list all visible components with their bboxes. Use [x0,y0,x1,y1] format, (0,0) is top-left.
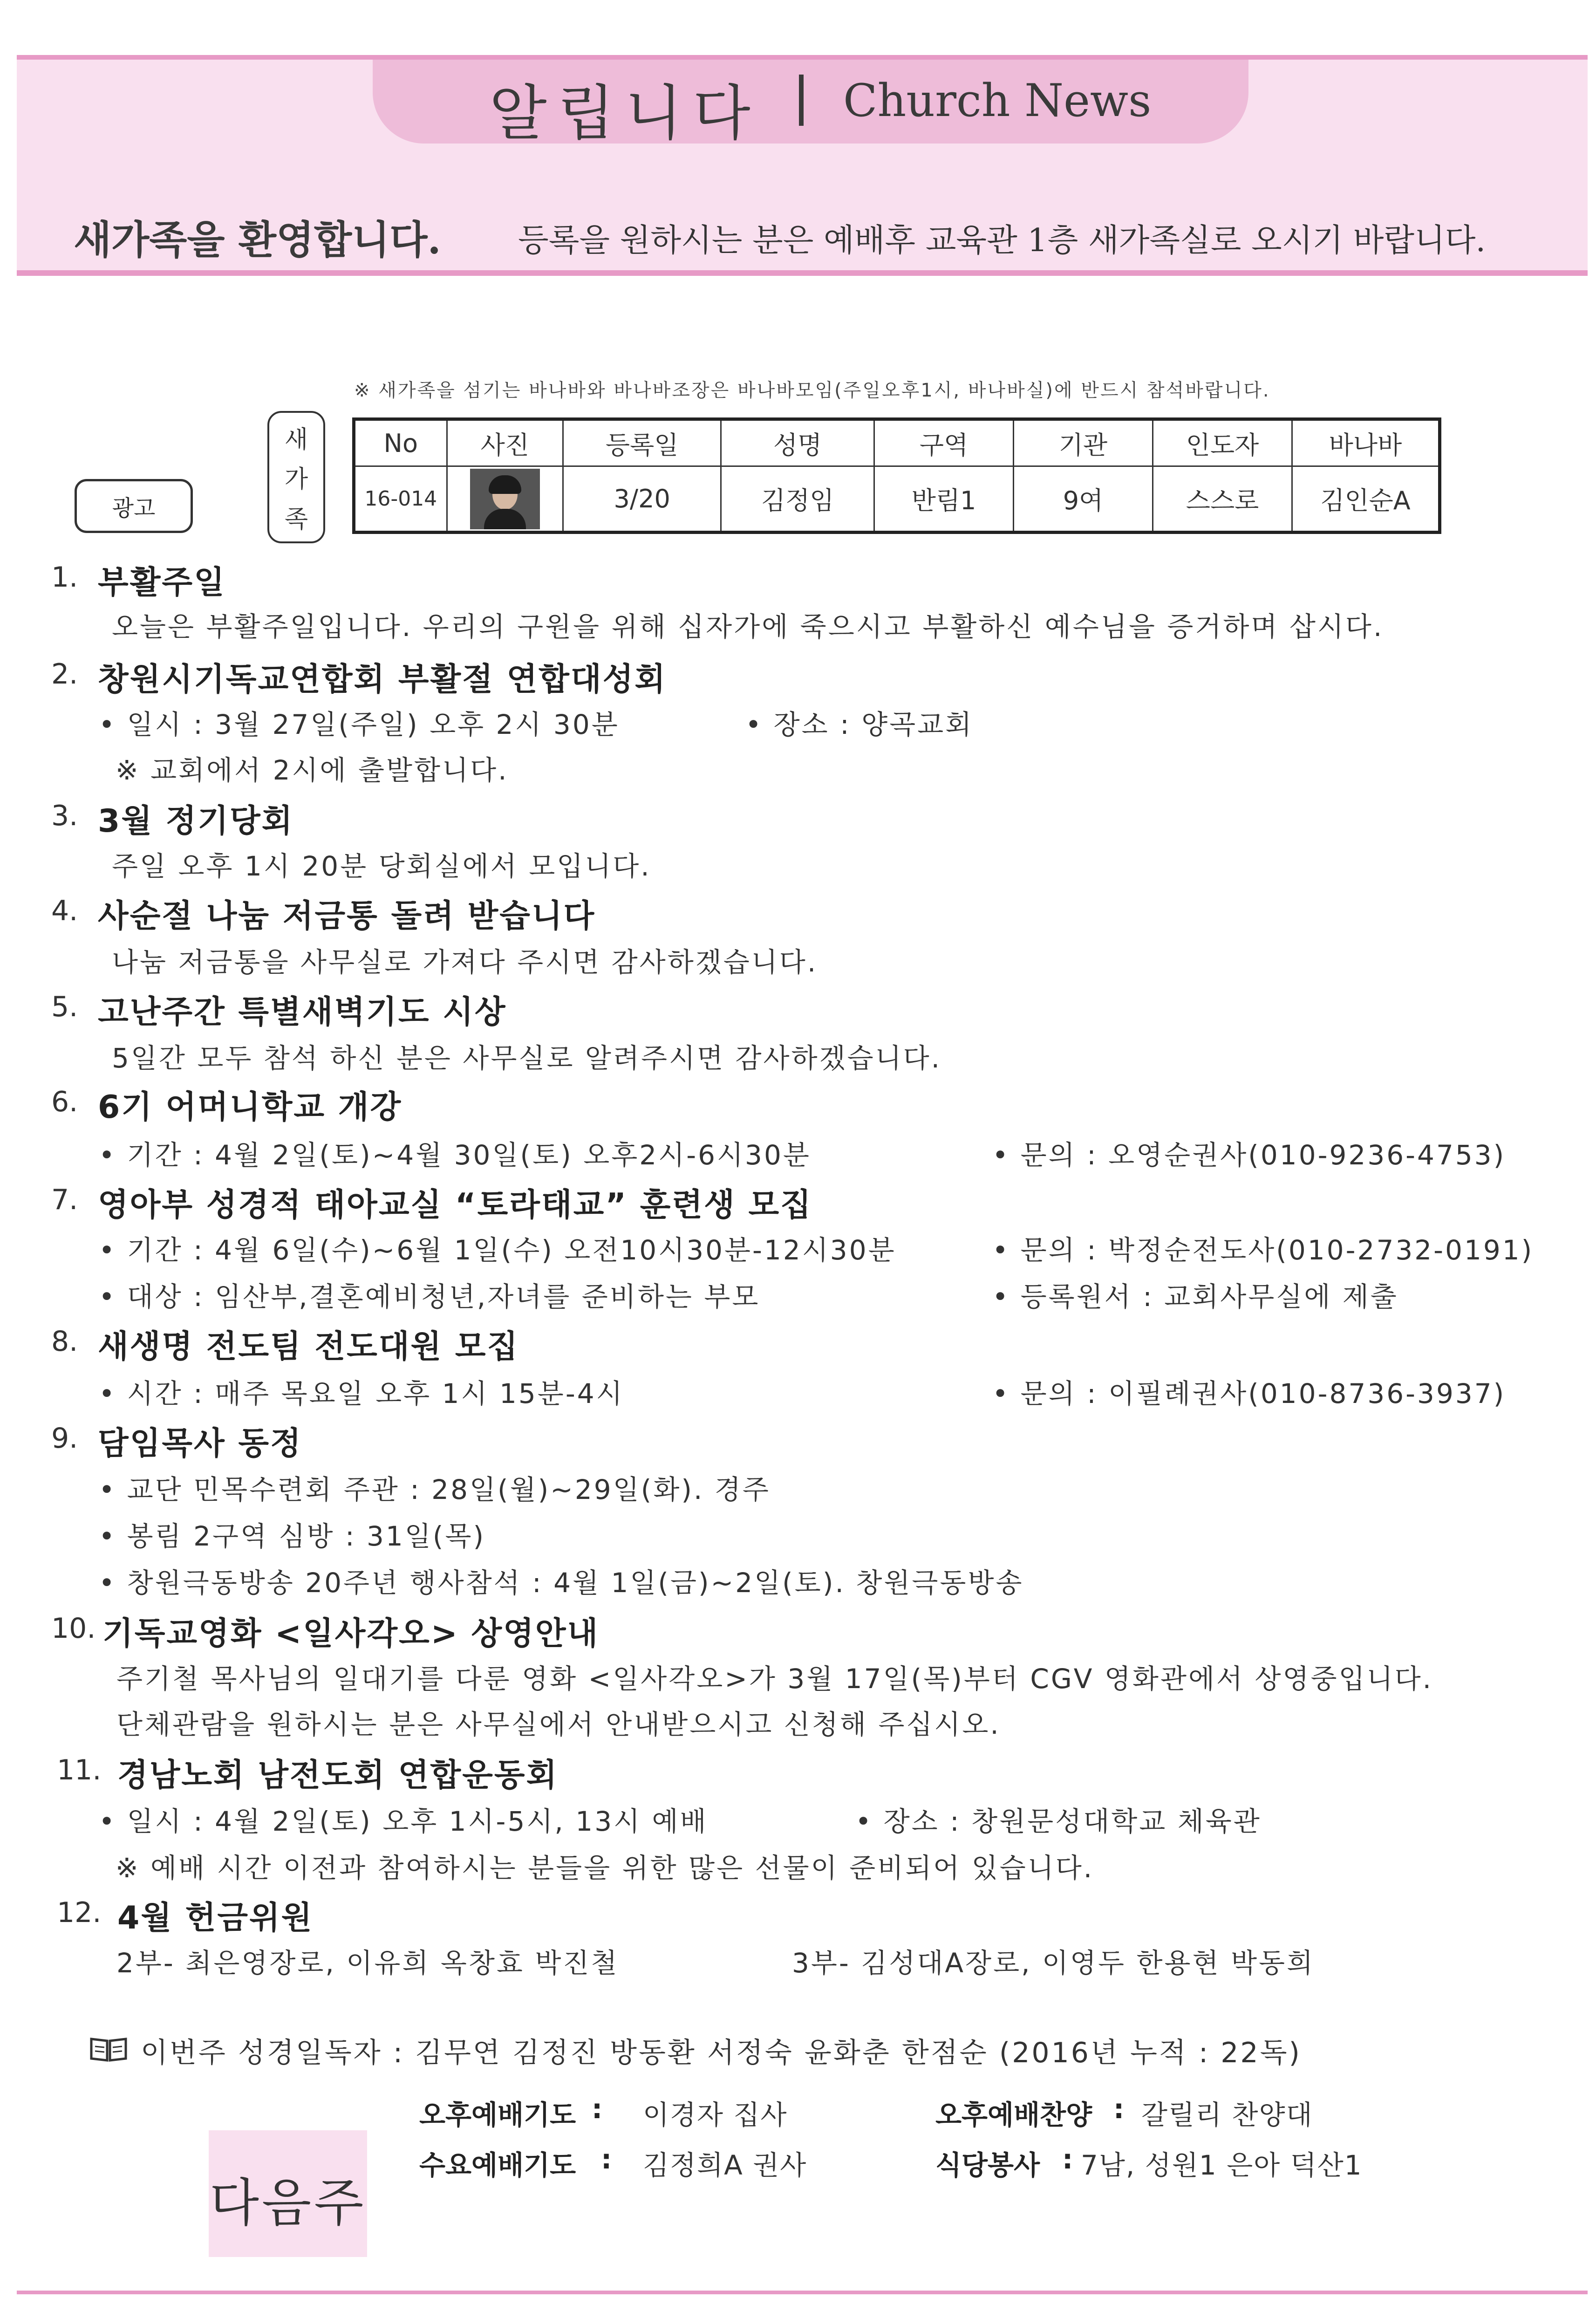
news-title: 6기 어머니학교 개강 [98,1089,402,1126]
news-number: 7. [51,1183,78,1216]
news-line: 단체관람을 원하시는 분은 사무실에서 안내받으시고 신청해 주십시오. [116,1709,1001,1740]
news-number: 4. [51,895,78,927]
table-header-cell: 등록일 [563,419,721,466]
news-line: • 대상 : 임산부,결혼예비청년,자녀를 준비하는 부모 [99,1281,760,1313]
next-week-value: 7남, 성원1 은아 덕산1 [1081,2149,1363,2181]
page-title: 알립니다 [489,79,761,148]
new-family-label [267,411,325,543]
news-line: 주일 오후 1시 20분 당회실에서 모입니다. [112,850,651,882]
footer-rule [17,2291,1588,2294]
news-title: 새생명 전도팀 전도대원 모집 [98,1328,519,1365]
table-row [354,466,1440,533]
news-number: 3. [51,800,78,832]
news-line: • 시간 : 매주 목요일 오후 1시 15분-4시 [99,1378,624,1409]
member-photo [470,469,540,529]
news-number: 1. [51,561,78,594]
page-subtitle: Church News [843,75,1152,127]
news-title: 경남노회 남전도회 연합운동회 [117,1757,559,1794]
news-line: • 교단 민목수련회 주관 : 28일(월)~29일(화). 경주 [99,1474,771,1505]
next-week-label: 다음주 [209,2173,367,2233]
member-district: 반림1 [874,466,1014,533]
news-line: • 기간 : 4월 2일(토)~4월 30일(토) 오후2시-6시30분 [99,1139,811,1171]
news-line: • 문의 : 오영순권사(010-9236-4753) [992,1139,1506,1171]
news-title: 담임목사 동정 [98,1425,302,1462]
news-title: 창원시기독교연합회 부활절 연합대성회 [98,661,667,698]
next-week-key: 오후예배기도 [419,2099,576,2131]
member-org: 9여 [1014,466,1153,533]
header-top-rule [17,55,1588,60]
news-number: 8. [51,1325,78,1358]
news-line: • 문의 : 박정순전도사(010-2732-0191) [992,1234,1534,1266]
welcome-heading: 새가족을 환영합니다. [74,217,441,263]
next-week-value: 김정희A 권사 [643,2149,807,2181]
news-title: 고난주간 특별새벽기도 시상 [98,994,507,1031]
table-header-cell: 사진 [447,419,563,466]
news-line: 나눔 저금통을 사무실로 가져다 주시면 감사하겠습니다. [112,946,818,978]
news-title: 사순절 나눔 저금통 돌려 받습니다 [98,898,596,935]
member-photo-cell [447,466,563,533]
key-colon: : [1113,2093,1125,2125]
news-line: ※ 교회에서 2시에 출발합니다. [116,754,509,786]
next-week-value: 이경자 집사 [643,2099,788,2131]
news-line: 주기철 목사님의 일대기를 다룬 영화 <일사각오>가 3월 17일(목)부터 CGV 영화관에서 상영중입니다. [116,1663,1433,1695]
new-family-table [352,417,1441,534]
next-week-value: 갈릴리 찬양대 [1141,2099,1313,2131]
table-header-cell: 기관 [1014,419,1153,466]
ad-label-box [75,479,193,533]
news-title: 부활주일 [98,564,226,601]
news-line: ※ 예배 시간 이전과 참여하시는 분들을 위한 많은 선물이 준비되어 있습니다. [116,1852,1094,1884]
member-name: 김정임 [721,466,874,533]
open-book-icon [89,2035,128,2062]
news-line: 2부- 최은영장로, 이유희 옥창효 박진철 [116,1947,619,1979]
news-line: • 봉림 2구역 심방 : 31일(목) [99,1520,486,1552]
news-line: 5일간 모두 참석 하신 분은 사무실로 알려주시면 감사하겠습니다. [112,1042,942,1074]
news-number: 5. [51,991,78,1023]
welcome-instruction: 등록을 원하시는 분은 예배후 교육관 1층 새가족실로 오시기 바랍니다. [518,222,1486,259]
news-line: • 장소 : 창원문성대학교 체육관 [855,1806,1262,1837]
new-family-label-char: 가 [284,465,308,494]
table-header-cell: 성명 [721,419,874,466]
member-guide: 스스로 [1153,466,1292,533]
member-no: 16-014 [354,466,447,533]
new-family-label-char: 족 [284,505,308,534]
next-week-key: 수요예배기도 [419,2149,576,2181]
next-week-key: 식당봉사 [935,2149,1040,2181]
news-line: • 등록원서 : 교회사무실에 제출 [992,1281,1398,1313]
news-title: 기독교영화 <일사각오> 상영안내 [102,1615,600,1652]
table-header-cell: 구역 [874,419,1014,466]
bible-readers: 이번주 성경일독자 : 김무연 김정진 방동환 서정숙 윤화춘 한점순 (2016년 누적 : 22독) [141,2037,1302,2069]
new-family-label-char: 새 [284,426,308,454]
news-line: • 창원극동방송 20주년 행사참석 : 4월 1일(금)~2일(토). 창원극동방송 [99,1567,1024,1599]
table-header-cell: No [354,419,447,466]
table-header-cell: 바나바 [1292,419,1440,466]
table-header-cell: 인도자 [1153,419,1292,466]
news-number: 9. [51,1422,78,1455]
next-week-key: 오후예배찬양 [935,2099,1092,2131]
key-colon: : [1062,2143,1073,2175]
ad-label: 광고 [112,495,156,521]
member-barnabas: 김인순A [1292,466,1440,533]
news-line: • 기간 : 4월 6일(수)~6월 1일(수) 오전10시30분-12시30분 [99,1234,896,1266]
news-line: 3부- 김성대A장로, 이영두 한용현 박동희 [792,1947,1315,1979]
news-line: • 장소 : 양곡교회 [745,709,974,740]
news-line: • 일시 : 3월 27일(주일) 오후 2시 30분 [99,709,620,740]
news-number: 10. [51,1612,96,1645]
news-number: 2. [51,658,78,691]
key-colon: : [601,2143,612,2175]
table-header-row [354,419,1440,466]
news-title: 3월 정기당회 [98,803,294,840]
news-number: 12. [57,1896,102,1929]
header-bottom-rule [17,270,1588,276]
news-line: • 일시 : 4월 2일(토) 오후 1시-5시, 13시 예배 [99,1806,708,1837]
news-title: 영아부 성경적 태아교실 “토라태교” 훈련생 모집 [98,1187,812,1224]
title-separator [799,75,804,126]
news-line: • 문의 : 이필례권사(010-8736-3937) [992,1378,1506,1409]
key-colon: : [592,2093,603,2125]
new-family-note: ※ 새가족을 섬기는 바나바와 바나바조장은 바나바모임(주일오후1시, 바나바실)에 반드시 참석바랍니다. [354,380,1270,401]
news-number: 6. [51,1086,78,1118]
news-number: 11. [57,1754,102,1786]
member-date: 3/20 [563,466,721,533]
news-title: 4월 헌금위원 [117,1900,314,1936]
news-line: 오늘은 부활주일입니다. 우리의 구원을 위해 십자가에 죽으시고 부활하신 예수님을 증거하며 삽시다. [112,611,1384,643]
